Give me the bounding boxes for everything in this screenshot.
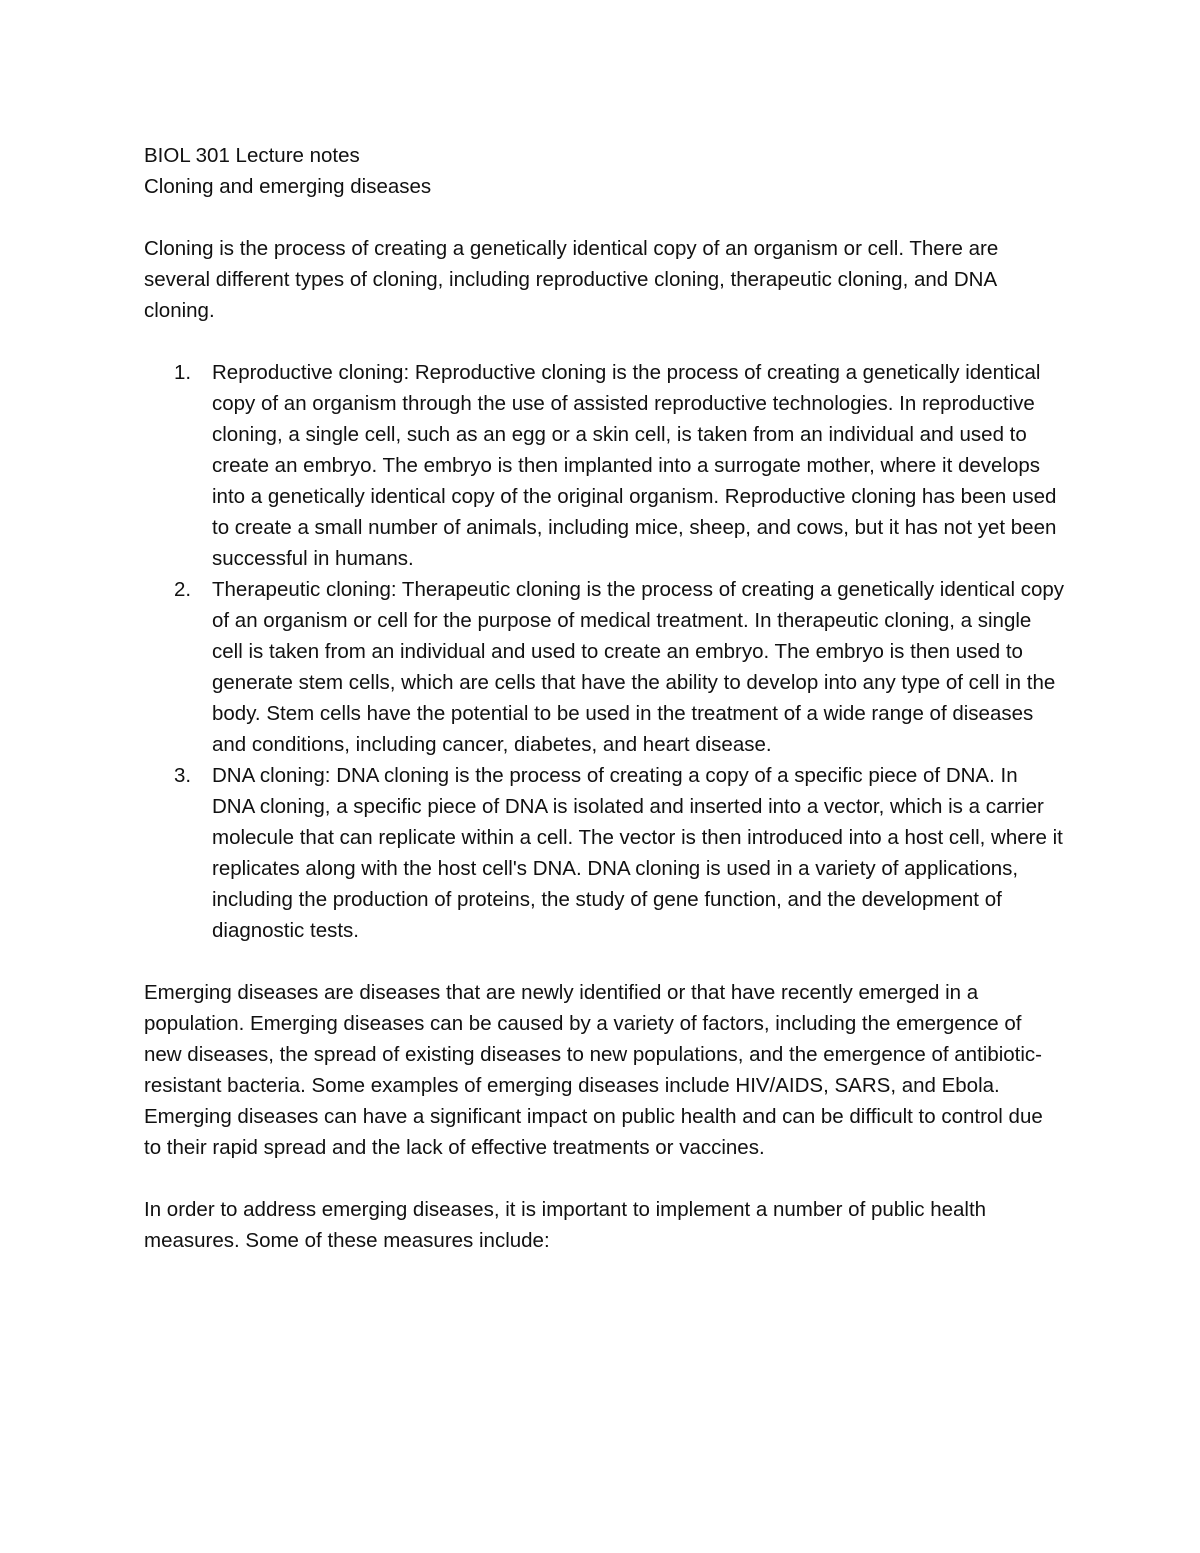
list-item: [144, 357, 1064, 574]
list-item-text: Reproductive cloning: Reproductive cloning is the process of creating a genetically identical copy of an organism through the use of assisted reproductive technologies. In reproductive cloning, a single cell, such as an egg or a skin cell, is taken from an individual and used to create an embryo. The embryo is then implanted into a surrogate mother, where it develops into a genetically identical copy of the original organism. Reproductive cloning has been used to create a small number of animals, including mice, sheep, and cows, but it has not yet been successful in humans.: [212, 361, 1057, 570]
course-title: BIOL 301 Lecture notes: [144, 144, 360, 167]
blank-line: [144, 946, 1064, 977]
list-item-number: 3.: [174, 764, 192, 787]
blank-line: [144, 326, 1064, 357]
blank-line: [144, 1163, 1064, 1194]
public-health-measures-paragraph: In order to address emerging diseases, it is important to implement a number of public health measures. Some of these measures include:: [144, 1198, 987, 1252]
list-item: [144, 760, 1064, 946]
blank-line: [144, 202, 1064, 233]
intro-paragraph: Cloning is the process of creating a genetically identical copy of an organism or cell. There are several different types of cloning, including reproductive cloning, therapeutic cloning, and DNA cloning.: [144, 237, 999, 322]
list-item-text: DNA cloning: DNA cloning is the process of creating a copy of a specific piece of DNA. In DNA cloning, a specific piece of DNA is isolated and inserted into a vector, which is a carrier molecule that can replicate within a cell. The vector is then introduced into a host cell, where it replicates along with the host cell's DNA. DNA cloning is used in a variety of applications, including the production of proteins, the study of gene function, and the development of diagnostic tests.: [212, 764, 1063, 942]
document-body: [144, 140, 1064, 1256]
cloning-types-list: [144, 357, 1064, 946]
list-item-text: Therapeutic cloning: Therapeutic cloning is the process of creating a genetically identical copy of an organism or cell for the purpose of medical treatment. In therapeutic cloning, a single cell is taken from an individual and used to create an embryo. The embryo is then used to generate stem cells, which are cells that have the ability to develop into any type of cell in the body. Stem cells have the potential to be used in the treatment of a wide range of diseases and conditions, including cancer, diabetes, and heart disease.: [212, 578, 1065, 756]
list-item: [144, 574, 1064, 760]
emerging-diseases-paragraph: Emerging diseases are diseases that are newly identified or that have recently emerged in a population. Emerging diseases can be caused by a variety of factors, including the emergence of new diseases, the spread of existing diseases to new populations, and the emergence of antibiotic-resistant bacteria. Some examples of emerging diseases include HIV/AIDS, SARS, and Ebola. Emerging diseases can have a significant impact on public health and can be difficult to control due to their rapid spread and the lack of effective treatments or vaccines.: [144, 981, 1043, 1159]
topic-title: Cloning and emerging diseases: [144, 175, 432, 198]
list-item-number: 1.: [174, 361, 192, 384]
list-item-number: 2.: [174, 578, 192, 601]
